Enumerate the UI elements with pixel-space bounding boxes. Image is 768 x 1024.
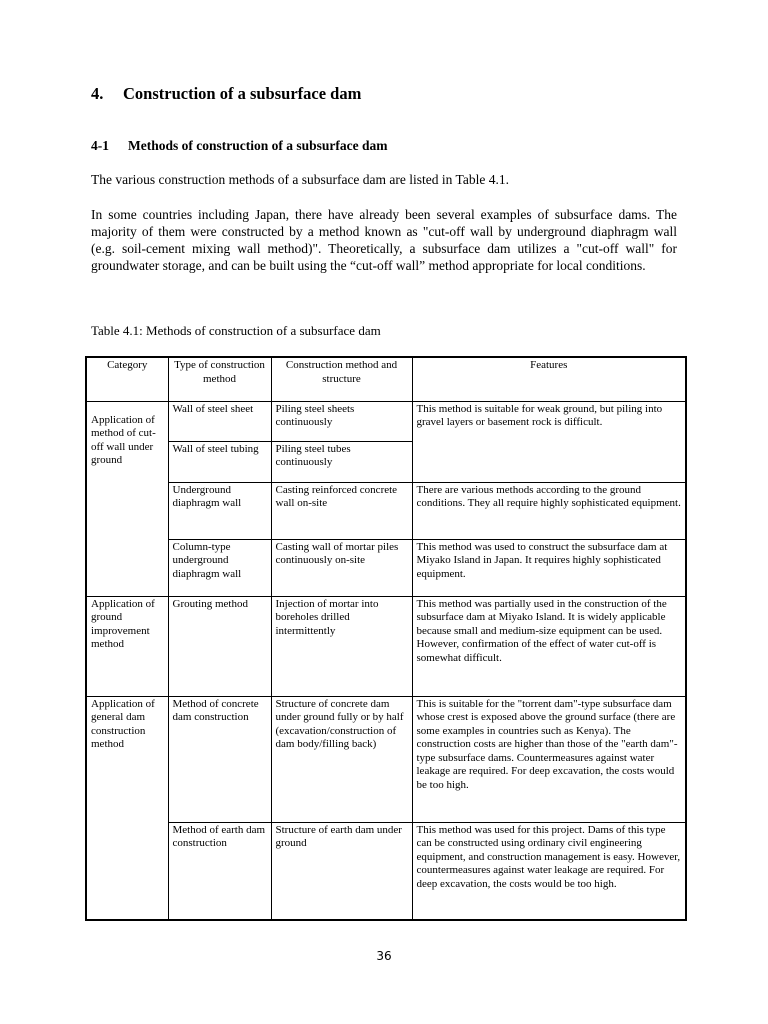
features-cell: This method was partially used in the construction of the subsurface dam at Miyako Island. It is widely applicable because small and medium-size equipment can be used. However, confirmation of the effect of water cut-off is somewhat difficult.: [412, 596, 686, 696]
table-row: [86, 696, 686, 822]
structure-cell: Piling steel sheets continuously: [271, 401, 412, 441]
table-row: [86, 596, 686, 696]
type-cell: Wall of steel sheet: [168, 401, 271, 441]
structure-cell: Structure of earth dam under ground: [271, 822, 412, 920]
subsection-heading: [91, 138, 388, 154]
structure-cell: Casting wall of mortar piles continuously on-site: [271, 539, 412, 596]
structure-cell: Structure of concrete dam under ground fully or by half (excavation/construction of dam body/filling back): [271, 696, 412, 822]
type-cell: Column-type underground diaphragm wall: [168, 539, 271, 596]
type-cell: Method of concrete dam construction: [168, 696, 271, 822]
methods-table: [85, 356, 687, 921]
structure-cell: Injection of mortar into boreholes drilled intermittently: [271, 596, 412, 696]
features-cell: This method is suitable for weak ground, but piling into gravel layers or basement rock is difficult.: [412, 401, 686, 482]
header-type: Type of construction method: [168, 357, 271, 401]
page-number: 36: [376, 949, 392, 963]
table-row: [86, 822, 686, 920]
features-cell: This method was used to construct the subsurface dam at Miyako Island in Japan. It requires highly sophisticated equipment.: [412, 539, 686, 596]
structure-cell: Piling steel tubes continuously: [271, 441, 412, 482]
header-structure: Construction method and structure: [271, 357, 412, 401]
subsection-title: Methods of construction of a subsurface dam: [128, 138, 388, 153]
features-cell: There are various methods according to the ground conditions. They all require highly sophisticated equipment.: [412, 482, 686, 539]
section-number: 4.: [91, 84, 104, 103]
table-row: [86, 539, 686, 596]
section-heading: [91, 84, 361, 104]
subsection-number: 4-1: [91, 138, 109, 153]
category-cell: Application of ground improvement method: [86, 596, 168, 696]
body-paragraph: In some countries including Japan, there have already been several examples of subsurface dams. The majority of them were constructed by a method known as "cut-off wall by underground diaphragm wall (e.g. soil-cement mixing wall method)". Theoretically, a subsurface dam utilizes a "cut-off wall" for groundwater storage, and can be built using the “cut-off wall” method appropriate for local conditions.: [91, 207, 677, 273]
intro-paragraph: The various construction methods of a subsurface dam are listed in Table 4.1.: [91, 172, 509, 187]
features-cell: This method was used for this project. Dams of this type can be constructed using ordinary civil engineering equipment, and construction management is easy. However, countermeasures against water leakage are required. For deep excavation, the costs would be too high.: [412, 822, 686, 920]
table-header-row: [86, 357, 686, 401]
table-row: [86, 482, 686, 539]
table-row: [86, 401, 686, 441]
type-cell: Wall of steel tubing: [168, 441, 271, 482]
header-features: Features: [412, 357, 686, 401]
table-caption: Table 4.1: Methods of construction of a subsurface dam: [91, 323, 381, 338]
category-cell: Application of method of cut-off wall under ground: [86, 401, 168, 596]
type-cell: Underground diaphragm wall: [168, 482, 271, 539]
structure-cell: Casting reinforced concrete wall on-site: [271, 482, 412, 539]
features-cell: This is suitable for the "torrent dam"-type subsurface dam whose crest is exposed above the ground surface (there are some examples in countries such as Kenya). The construction costs are higher than those of the "earth dam"-type subsurface dams. Countermeasures against water leakage are required. For deep excavation, the costs would be too high.: [412, 696, 686, 822]
section-title: Construction of a subsurface dam: [123, 84, 362, 103]
type-cell: Grouting method: [168, 596, 271, 696]
type-cell: Method of earth dam construction: [168, 822, 271, 920]
category-cell: Application of general dam construction method: [86, 696, 168, 920]
header-category: Category: [86, 357, 168, 401]
